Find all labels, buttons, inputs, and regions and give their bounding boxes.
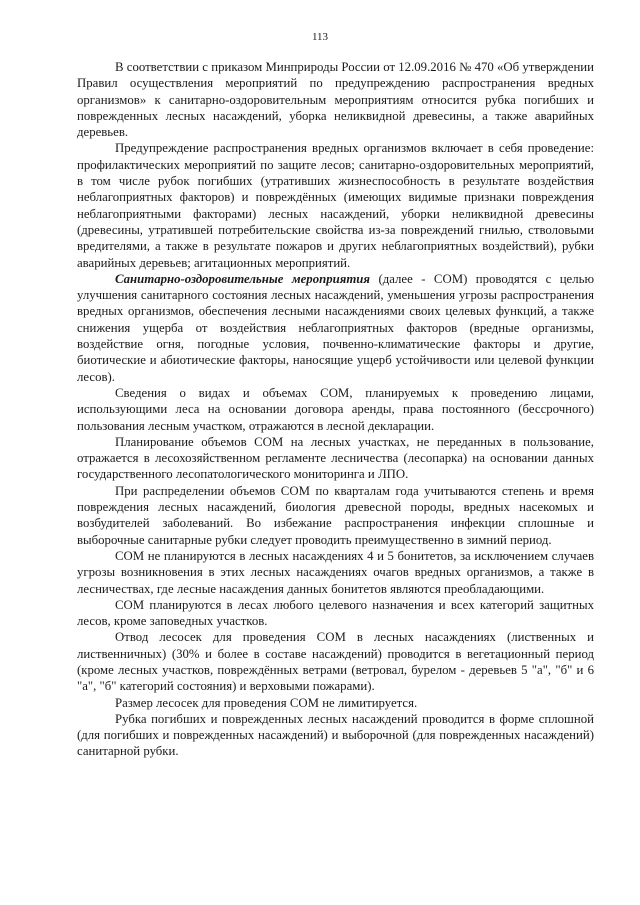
paragraph-bonitet-exclusion [77, 548, 594, 597]
paragraph-cutting-forms [77, 711, 594, 760]
paragraph-som-definition [77, 271, 594, 385]
paragraph-text: Предупреждение распространения вредных организмов включает в себя проведение: профилактических мероприятий по защите лесов; санитарно-оздоровительных мероприятий, в том числе рубок погибших (утративших жизнеспособность в результате воздействия неблагоприятных факторов) и повреждённых (имеющих видимые признаки повреждения неблагоприятными факторами) лесных насаждений, уборки неликвидной древесины (древесины, утратившей потребительские свойства из-за повреждений гнилью, стволовыми вредителями, а также в результате пожаров и других неблагоприятных воздействий), рубки аварийных деревьев; агитационных мероприятий. [77, 141, 594, 270]
paragraph-text: Отвод лесосек для проведения СОМ в лесных насаждениях (лиственных и лиственничных) (30% и более в составе насаждений) проводится в вегетационный период (кроме лесных участков, повреждённых ветрами (ветровал, бурелом - деревьев 5 "а", "б" и 6 "а", "б" категорий состояния) и верховыми пожарами). [77, 630, 594, 694]
paragraph-planning-regulation [77, 434, 594, 483]
paragraph-lead-term: Санитарно-оздоровительные мероприятия [115, 271, 370, 286]
paragraph-order-reference [77, 59, 594, 140]
paragraph-text: Размер лесосек для проведения СОМ не лимитируется. [115, 695, 418, 710]
paragraph-forest-declaration [77, 385, 594, 434]
paragraph-text: СОМ планируются в лесах любого целевого назначения и всех категорий защитных лесов, кроме заповедных участков. [77, 597, 594, 629]
paragraph-text: СОМ не планируются в лесных насаждениях 4 и 5 бонитетов, за исключением случаев угрозы возникновения в этих лесных насаждениях очагов вредных организмов, а также в лесничествах, где лесные насаждения данных бонитетов являются преобладающими. [77, 548, 594, 596]
paragraph-cutting-allotment [77, 629, 594, 694]
paragraph-prevention-measures [77, 140, 594, 270]
paragraph-quarterly-distribution [77, 483, 594, 548]
paragraph-forest-categories [77, 597, 594, 630]
paragraph-text: Планирование объемов СОМ на лесных участках, не переданных в пользование, отражается в лесохозяйственном регламенте лесничества (лесопарка) на основании данных государственного лесопатологического мониторинга и ЛПО. [77, 434, 594, 482]
paragraph-text: При распределении объемов СОМ по кварталам года учитываются степень и время повреждения лесных насаждений, биология древесной породы, вредных насекомых и возбудителей заболеваний. Во избежание распространения инфекции сплошные и выборочные санитарные рубки следует проводить преимущественно в зимний период. [77, 483, 594, 547]
paragraph-text: (далее - СОМ) проводятся с целью улучшения санитарного состояния лесных насаждений, уменьшения угрозы распространения вредных организмов, обеспечения лесными насаждениями своих целевых функций, а также снижения ущерба от воздействия неблагоприятных факторов (вредные организмы, воздействие огня, погодные условия, почвенно-климатические факторы и другие, биотические и абиотические факторы, наносящие ущерб устойчивости или целевой функции лесов). [77, 271, 595, 384]
paragraph-text: В соответствии с приказом Минприроды России от 12.09.2016 № 470 «Об утверждении Правил осуществления мероприятий по предупреждению распространения вредных организмов» к санитарно-оздоровительным мероприятиям относится рубка погибших и поврежденных лесных насаждений, уборка неликвидной древесины, а также аварийных деревьев. [77, 60, 594, 140]
paragraph-text: Сведения о видах и объемах СОМ, планируемых к проведению лицами, использующими леса на основании договора аренды, права постоянного (бессрочного) пользования лесным участком, отражаются в лесной декларации. [77, 385, 594, 433]
paragraph-text: Рубка погибших и поврежденных лесных насаждений проводится в форме сплошной (для погибших и поврежденных насаждений) и выборочной (для поврежденных насаждений) санитарной рубки. [77, 711, 594, 759]
document-body [77, 59, 594, 760]
page-number: 113 [311, 31, 329, 43]
paragraph-cutting-size [77, 695, 594, 711]
